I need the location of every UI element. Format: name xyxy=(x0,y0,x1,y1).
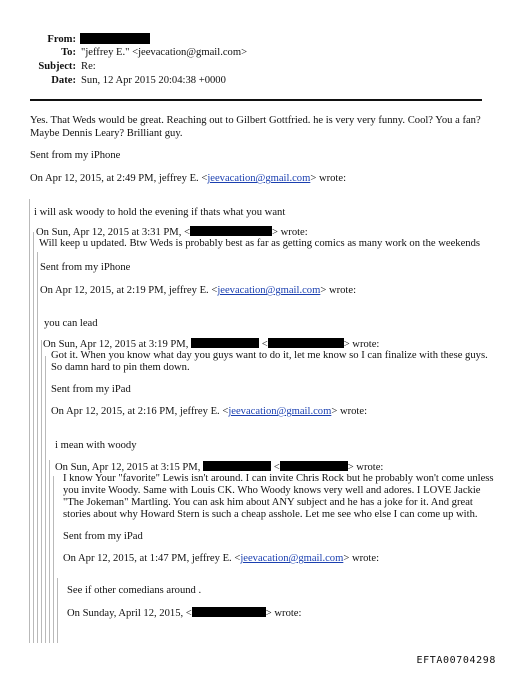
redaction xyxy=(203,461,271,471)
quote-bar-level-1 xyxy=(29,199,30,643)
redaction xyxy=(190,226,272,236)
message-7-quote2-header: On Apr 12, 2015, at 1:47 PM, jeffrey E. <jeevacation@gmail.com> wrote: xyxy=(63,553,380,564)
message-7-line-4: stories about why Howard Stern is such a cheap asshole. Let me see who else I can come up with. xyxy=(63,509,478,520)
message-8-quote-header: On Sunday, April 12, 2015, < > wrote: xyxy=(67,608,302,619)
to-value: "jeffrey E." <jeevacation@gmail.com> xyxy=(81,47,248,58)
email-link[interactable]: jeevacation@gmail.com xyxy=(228,406,332,417)
quote-bar-level-5 xyxy=(45,356,46,643)
quote-bar-level-8 xyxy=(57,578,58,643)
message-1-line-2: Maybe Dennis Leary? Brilliant guy. xyxy=(30,128,183,139)
quote-bar-level-4 xyxy=(41,340,42,643)
email-link[interactable]: jeevacation@gmail.com xyxy=(217,285,321,296)
message-6-line-1: i mean with woody xyxy=(55,440,137,451)
email-link[interactable]: jeevacation@gmail.com xyxy=(240,553,344,564)
message-2-line-1: i will ask woody to hold the evening if thats what you want xyxy=(34,207,286,218)
message-4-line-1: you can lead xyxy=(44,318,98,329)
message-3-signature: Sent from my iPhone xyxy=(40,262,131,273)
date-value: Sun, 12 Apr 2015 20:04:38 +0000 xyxy=(81,75,226,86)
bates-number: EFTA00704298 xyxy=(416,655,496,667)
message-5-quote2-header: On Apr 12, 2015, at 2:16 PM, jeffrey E. <jeevacation@gmail.com> wrote: xyxy=(51,406,368,417)
message-5-signature: Sent from my iPad xyxy=(51,384,131,395)
message-1-quote-header: On Apr 12, 2015, at 2:49 PM, jeffrey E. <jeevacation@gmail.com> wrote: xyxy=(30,173,347,184)
message-5-line-2: So damn hard to pin them down. xyxy=(51,362,190,373)
subject-value: Re: xyxy=(81,61,96,72)
redaction xyxy=(268,338,344,348)
quote-bar-level-7 xyxy=(53,476,54,643)
date-label: Date: xyxy=(51,75,76,86)
message-7-signature: Sent from my iPad xyxy=(63,531,143,542)
message-7-line-1: I know Your "favorite" Lewis isn't around. I can invite Chris Rock but he probably won't come unless xyxy=(63,473,494,484)
email-link[interactable]: jeevacation@gmail.com xyxy=(207,173,311,184)
from-label: From: xyxy=(47,34,76,45)
message-1-line-1: Yes. That Weds would be great. Reaching out to Gilbert Gottfried. he is very very funny. Cool? You a fan? xyxy=(30,115,481,126)
message-3-quote2-header: On Apr 12, 2015, at 2:19 PM, jeffrey E. <jeevacation@gmail.com> wrote: xyxy=(40,285,357,296)
redaction xyxy=(191,338,259,348)
message-3-quote-header: On Sun, Apr 12, 2015 at 3:31 PM, < > wrote: xyxy=(36,227,308,238)
message-8-line-1: See if other comedians around . xyxy=(67,585,202,596)
redaction xyxy=(280,461,348,471)
quote-bar-level-3 xyxy=(37,252,38,643)
message-7-line-2: you invite Woody. Same with Louis CK. Who Woody knows very well and adores. I LOVE Jackie xyxy=(63,485,481,496)
header-divider xyxy=(30,99,482,101)
message-5-quote-header: On Sun, Apr 12, 2015 at 3:19 PM, < > wrote: xyxy=(43,339,380,350)
message-1-signature: Sent from my iPhone xyxy=(30,150,121,161)
subject-label: Subject: xyxy=(38,61,76,72)
quote-bar-level-6 xyxy=(49,460,50,643)
message-7-line-3: "The Jokeman" Martling. You can ask him about ANY subject and he has a joke for it. And great xyxy=(63,497,473,508)
quote-bar-level-2 xyxy=(33,232,34,643)
redaction xyxy=(192,607,266,617)
message-7-quote-header: On Sun, Apr 12, 2015 at 3:15 PM, < > wrote: xyxy=(55,462,384,473)
from-redaction xyxy=(80,33,150,48)
message-5-line-1: Got it. When you know what day you guys want to do it, let me know so I can finalize with these guys. xyxy=(51,350,488,361)
to-label: To: xyxy=(61,47,76,58)
message-3-line-1: Will keep u updated. Btw Weds is probably best as far as getting comics as many work on the weekends xyxy=(39,238,481,249)
